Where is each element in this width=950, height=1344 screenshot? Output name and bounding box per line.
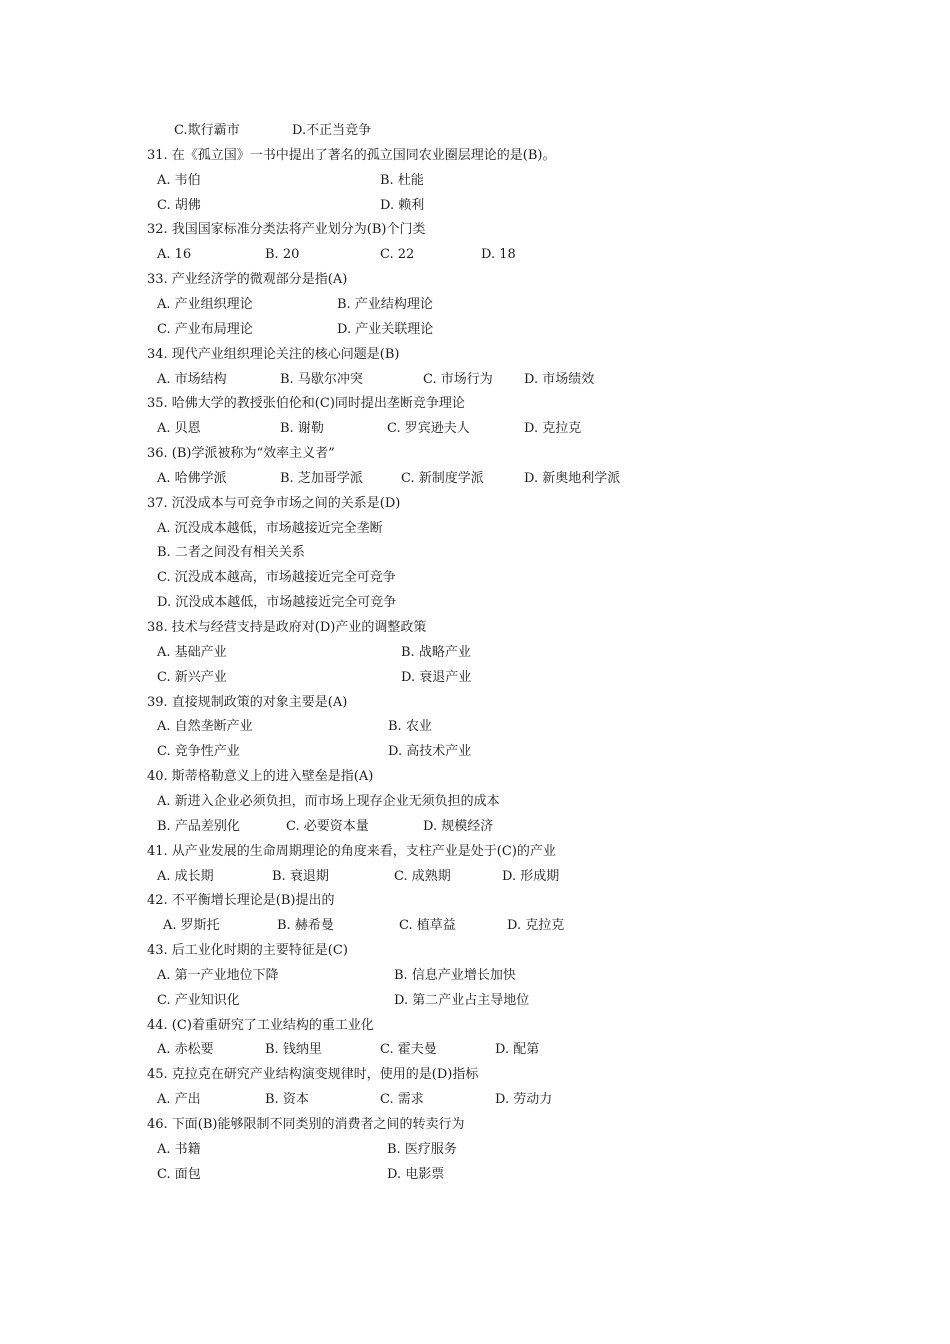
question-line [0, 218, 950, 242]
answer-option: D. 配第 [495, 1042, 540, 1058]
options-line [0, 368, 950, 392]
question-line [0, 616, 950, 640]
options-line [0, 964, 950, 988]
answer-option: A. 16 [157, 247, 192, 263]
question-text: 38. 技术与经营支持是政府对(D)产业的调整政策 [147, 620, 427, 635]
question-line [0, 691, 950, 715]
question-line [0, 889, 950, 913]
options-line [0, 815, 950, 839]
answer-option: C.欺行霸市 [174, 123, 240, 138]
question-line [0, 939, 950, 963]
options-line [0, 119, 950, 143]
question-text: 39. 直接规制政策的对象主要是(A) [147, 694, 348, 710]
answer-option: A. 产出 [157, 1092, 201, 1108]
answer-option: D. 劳动力 [495, 1092, 553, 1108]
answer-option: D. 规模经济 [423, 818, 494, 834]
answer-option: B. 资本 [265, 1092, 309, 1108]
answer-option: A. 市场结构 [157, 371, 227, 387]
options-line [0, 591, 950, 615]
options-line [0, 740, 950, 764]
options-line [0, 194, 950, 218]
options-line [0, 641, 950, 665]
answer-option: C. 新兴产业 [157, 669, 227, 685]
answer-option: D. 衰退产业 [401, 669, 472, 685]
options-line [0, 517, 950, 541]
question-line [0, 765, 950, 789]
answer-option: D. 新奥地利学派 [524, 470, 621, 486]
answer-option: A. 罗斯托 [163, 918, 220, 934]
answer-option: D. 产业关联理论 [337, 321, 434, 337]
options-line [0, 169, 950, 193]
answer-option: D. 形成期 [502, 868, 560, 884]
question-line [0, 492, 950, 516]
answer-option: C. 成熟期 [394, 868, 451, 884]
options-line [0, 293, 950, 317]
answer-option: A. 韦伯 [157, 172, 201, 188]
options-line [0, 865, 950, 889]
question-text: 45. 克拉克在研究产业结构演变规律时，使用的是(D)指标 [147, 1067, 479, 1083]
answer-option: B. 农业 [388, 719, 432, 735]
question-text: 34. 现代产业组织理论关注的核心问题是(B) [147, 346, 400, 362]
answer-option: A. 赤松要 [157, 1042, 214, 1058]
answer-option: C. 胡佛 [157, 197, 201, 213]
answer-option: B. 20 [265, 247, 300, 263]
answer-option: A. 产业组织理论 [157, 296, 253, 312]
question-line [0, 392, 950, 416]
answer-option: C. 沉没成本越高，市场越接近完全可竞争 [157, 570, 396, 586]
options-line [0, 243, 950, 267]
options-line [0, 666, 950, 690]
options-line [0, 790, 950, 814]
answer-option: A. 第一产业地位下降 [157, 967, 279, 983]
answer-option: D. 赖利 [380, 197, 425, 213]
question-line [0, 144, 950, 168]
answer-option: B. 谢勒 [280, 421, 324, 437]
answer-option: B. 杜能 [380, 172, 424, 188]
answer-option: C. 必要资本量 [286, 818, 369, 834]
options-line [0, 541, 950, 565]
options-line [0, 1163, 950, 1187]
question-line [0, 1014, 950, 1038]
options-line [0, 467, 950, 491]
options-line [0, 715, 950, 739]
answer-option: C. 新制度学派 [401, 470, 484, 486]
answer-option: D. 第二产业占主导地位 [394, 992, 530, 1008]
answer-option: A. 基础产业 [157, 644, 227, 660]
answer-option: C. 罗宾逊夫人 [387, 421, 470, 437]
options-line [0, 1038, 950, 1062]
question-line [0, 268, 950, 292]
answer-option: D. 18 [481, 247, 516, 263]
options-line [0, 989, 950, 1013]
answer-option: C. 22 [380, 247, 415, 263]
answer-option: B. 钱纳里 [265, 1042, 322, 1058]
question-text: 41. 从产业发展的生命周期理论的角度来看，支柱产业是处于(C)的产业 [147, 843, 556, 859]
question-line [0, 343, 950, 367]
answer-option: B. 信息产业增长加快 [394, 967, 516, 983]
answer-option: B. 芝加哥学派 [280, 470, 363, 486]
answer-option: A. 书籍 [157, 1141, 201, 1157]
answer-option: C. 霍夫曼 [380, 1042, 437, 1058]
answer-option: B. 战略产业 [401, 644, 471, 660]
answer-option: C. 需求 [380, 1092, 424, 1108]
options-line [0, 318, 950, 342]
options-line [0, 566, 950, 590]
answer-option: B. 医疗服务 [387, 1141, 457, 1157]
answer-option: A. 自然垄断产业 [157, 719, 253, 735]
answer-option: B. 产业结构理论 [337, 296, 433, 312]
answer-option: A. 成长期 [157, 868, 214, 884]
answer-option: C. 产业布局理论 [157, 321, 253, 337]
answer-option: C. 面包 [157, 1166, 201, 1182]
answer-option: A. 新进入企业必须负担，而市场上现存企业无须负担的成本 [157, 793, 500, 809]
answer-option: C. 植草益 [399, 918, 456, 934]
question-line [0, 1113, 950, 1137]
question-text: 40. 斯蒂格勒意义上的进入壁垒是指(A) [147, 769, 374, 785]
question-text: 43. 后工业化时期的主要特征是(C) [147, 943, 348, 959]
answer-option: D.不正当竞争 [292, 123, 372, 138]
answer-option: B. 衰退期 [272, 868, 329, 884]
answer-option: D. 市场绩效 [524, 371, 595, 387]
answer-option: D. 克拉克 [507, 918, 565, 934]
answer-option: D. 高技术产业 [388, 744, 472, 760]
answer-option: C. 产业知识化 [157, 992, 240, 1008]
question-text: 32. 我国国家标准分类法将产业划分为(B)个门类 [147, 222, 426, 238]
question-text: 37. 沉没成本与可竞争市场之间的关系是(D) [147, 495, 401, 511]
options-line [0, 1088, 950, 1112]
answer-option: B. 马歇尔冲突 [280, 371, 363, 387]
answer-option: C. 市场行为 [423, 371, 493, 387]
answer-option: A. 哈佛学派 [157, 470, 227, 486]
options-line [0, 417, 950, 441]
options-line [0, 914, 950, 938]
question-text: 31. 在《孤立国》一书中提出了著名的孤立国同农业圈层理论的是(B)。 [147, 147, 556, 163]
question-text: 42. 不平衡增长理论是(B)提出的 [147, 893, 335, 909]
question-line [0, 840, 950, 864]
answer-option: D. 电影票 [387, 1166, 445, 1182]
question-line [0, 1063, 950, 1087]
answer-option: A. 沉没成本越低，市场越接近完全垄断 [157, 520, 383, 536]
answer-option: C. 竞争性产业 [157, 744, 240, 760]
question-text: 46. 下面(B)能够限制不同类别的消费者之间的转卖行为 [147, 1117, 465, 1132]
options-line [0, 1138, 950, 1162]
answer-option: B. 赫希曼 [277, 918, 334, 934]
question-text: 35. 哈佛大学的教授张伯伦和(C)同时提出垄断竞争理论 [147, 396, 465, 412]
answer-option: D. 沉没成本越低，市场越接近完全可竞争 [157, 595, 397, 611]
answer-option: B. 二者之间没有相关关系 [157, 545, 305, 561]
answer-option: B. 产品差别化 [157, 818, 240, 834]
answer-option: A. 贝恩 [157, 421, 201, 437]
question-text: 44. (C)着重研究了工业结构的重工业化 [147, 1017, 374, 1033]
question-text: 33. 产业经济学的微观部分是指(A) [147, 272, 348, 288]
question-text: 36. (B)学派被称为“效率主义者” [147, 446, 335, 462]
answer-option: D. 克拉克 [524, 421, 582, 437]
question-line [0, 442, 950, 466]
